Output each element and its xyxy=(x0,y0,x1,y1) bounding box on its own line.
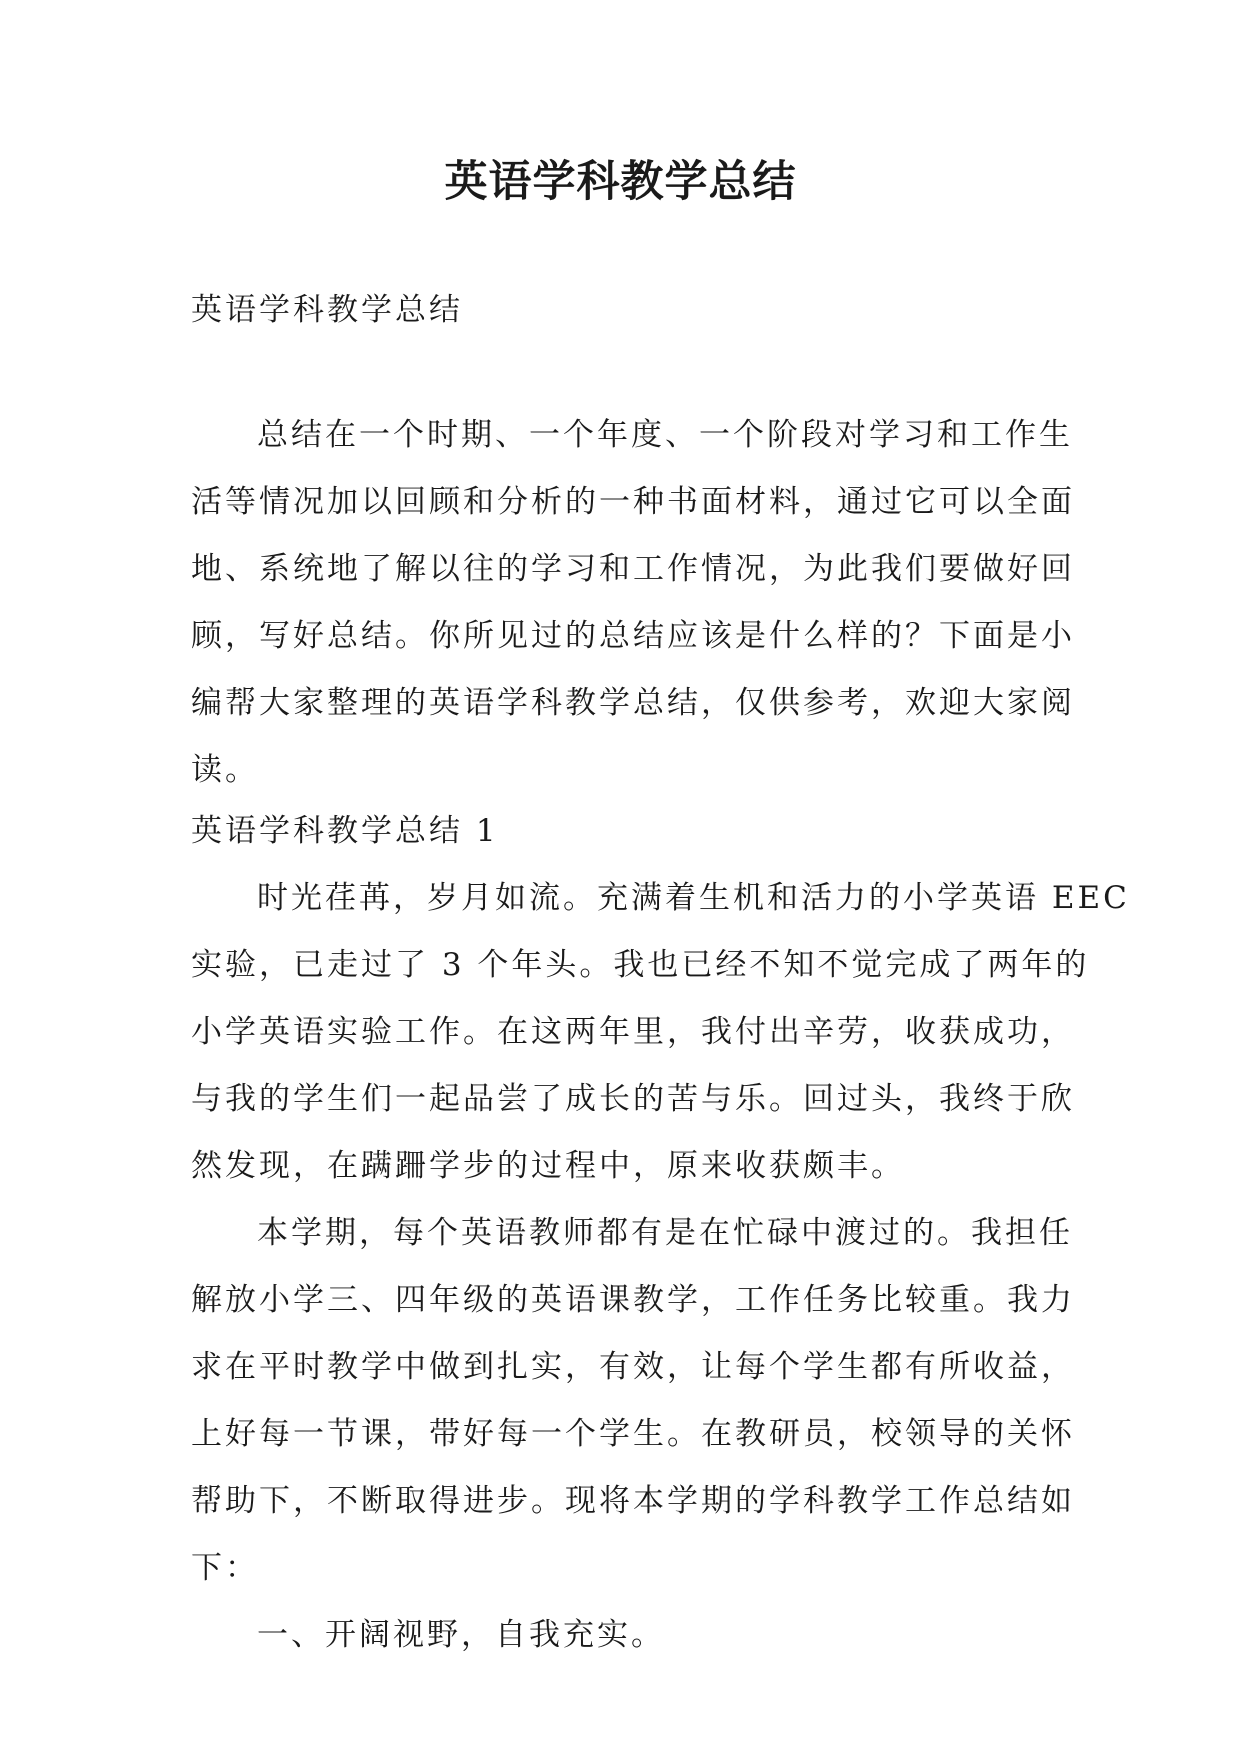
document-title: 英语学科教学总结 xyxy=(444,157,797,207)
intro-line: 总结在一个时期、一个年度、一个阶段对学习和工作生 xyxy=(257,417,1073,453)
document-subtitle: 英语学科教学总结 xyxy=(191,292,463,328)
intro-paragraph xyxy=(191,402,1075,804)
intro-line: 读。 xyxy=(191,752,259,788)
paragraph-line: 实验，已走过了 3 个年头。我也已经不知不觉完成了两年的 xyxy=(191,947,1090,983)
section-1 xyxy=(191,798,1130,1669)
section-heading: 英语学科教学总结 1 xyxy=(191,813,499,849)
list-item-heading: 一、开阔视野，自我充实。 xyxy=(257,1617,665,1653)
paragraph-line: 帮助下，不断取得进步。现将本学期的学科教学工作总结如 xyxy=(191,1483,1075,1519)
paragraph-line: 下： xyxy=(191,1550,259,1586)
paragraph-line: 然发现，在蹒跚学步的过程中，原来收获颇丰。 xyxy=(191,1148,905,1184)
intro-line: 地、系统地了解以往的学习和工作情况，为此我们要做好回 xyxy=(191,551,1075,587)
paragraph-line: 上好每一节课，带好每一个学生。在教研员，校领导的关怀 xyxy=(191,1416,1075,1452)
paragraph-line: 求在平时教学中做到扎实，有效，让每个学生都有所收益， xyxy=(191,1349,1075,1385)
paragraph-line: 小学英语实验工作。在这两年里，我付出辛劳，收获成功， xyxy=(191,1014,1075,1050)
paragraph-line: 本学期，每个英语教师都有是在忙碌中渡过的。我担任 xyxy=(257,1215,1073,1251)
intro-line: 顾，写好总结。你所见过的总结应该是什么样的？下面是小 xyxy=(191,618,1075,654)
intro-line: 编帮大家整理的英语学科教学总结，仅供参考，欢迎大家阅 xyxy=(191,685,1075,721)
paragraph-line: 时光荏苒，岁月如流。充满着生机和活力的小学英语 EEC xyxy=(257,880,1130,916)
intro-line: 活等情况加以回顾和分析的一种书面材料，通过它可以全面 xyxy=(191,484,1075,520)
paragraph-line: 解放小学三、四年级的英语课教学，工作任务比较重。我力 xyxy=(191,1282,1075,1318)
paragraph-line: 与我的学生们一起品尝了成长的苦与乐。回过头，我终于欣 xyxy=(191,1081,1075,1117)
